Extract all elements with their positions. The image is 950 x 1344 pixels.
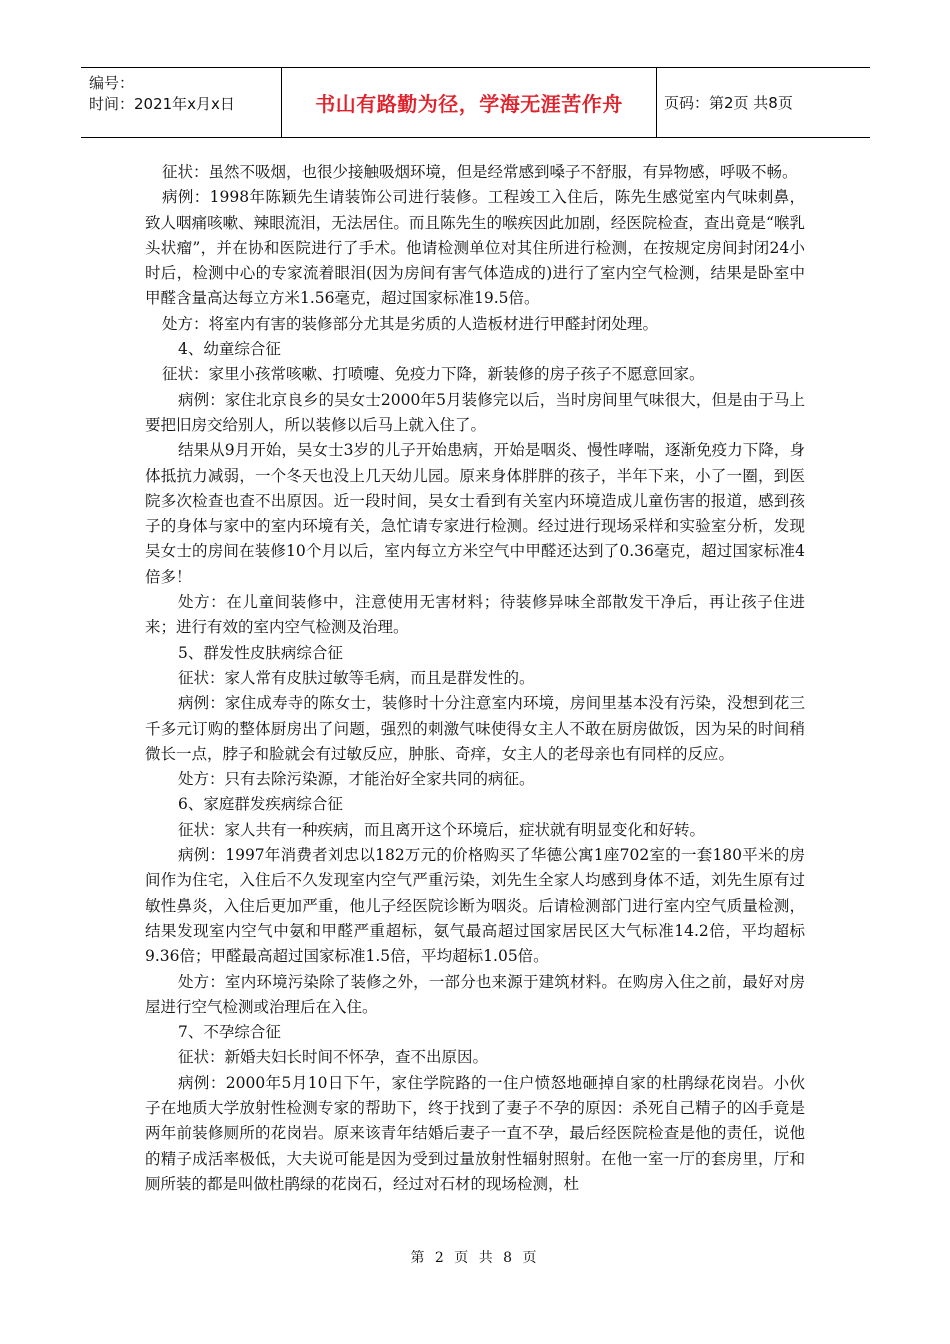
body-paragraph: 处方：只有去除污染源，才能治好全家共同的病征。 xyxy=(178,770,535,789)
body-paragraph: 征状：家里小孩常咳嗽、打喷嚏、免疫力下降，新装修的房子孩子不愿意回家。 xyxy=(162,365,705,384)
body-paragraph: 征状：家人共有一种疾病，而且离开这个环境后，症状就有明显变化和好转。 xyxy=(178,820,706,839)
body-paragraph: 征状：虽然不吸烟，也很少接触吸烟环境，但是经常感到嗓子不舒服，有异物感，呼吸不畅。 xyxy=(162,163,798,181)
body-paragraph: 4、幼童综合征 xyxy=(178,340,281,359)
body-paragraph: 5、群发性皮肤病综合征 xyxy=(178,643,343,662)
page-footer: 第 2 页 共 8 页 xyxy=(410,1250,540,1266)
body-paragraph: 7、不孕综合征 xyxy=(178,1023,281,1042)
document-body xyxy=(145,160,805,1197)
header-page-info: 页码：第2页 共8页 xyxy=(664,94,793,112)
body-paragraph: 处方：在儿童间装修中，注意使用无害材料；待装修异味全部散发干净后，再让孩子住进来；进行有效的室内空气检测及治理。 xyxy=(145,593,805,637)
body-paragraph: 结果从9月开始，吴女士3岁的儿子开始患病，开始是咽炎、慢性哮喘，逐渐免疫力下降，身体抵抗力减弱，一个冬天也没上几天幼儿园。原来身体胖胖的孩子，半年下来，小了一圈，到医院多次检查也查不出原因。近一段时间，吴女士看到有关室内环境造成儿童伤害的报道，感到孩子的身体与家中的室内环境有关，急忙请专家进行检测。经过进行现场采样和实验室分析，发现吴女士的房间在装修10个月以后，室内每立方米空气中甲醛还达到了0.36毫克，超过国家标准4倍多！ xyxy=(145,441,805,586)
document-number-label: 编号： xyxy=(89,74,135,92)
body-paragraph: 病例：2000年5月10日下午，家住学院路的一住户愤怒地砸掉自家的杜鹃绿花岗岩。小伙子在地质大学放射性检测专家的帮助下，终于找到了妻子不孕的原因：杀死自己精子的凶手竟是两年前装修厕所的花岗岩。原来该青年结婚后妻子一直不孕，最后经医院检查是他的责任，说他的精子成活率极低，大夫说可能是因为受到过量放射性辐射照射。在他一室一厅的套房里，厅和厕所装的都是叫做杜鹃绿的花岗石，经过对石材的现场检测，杜 xyxy=(145,1073,805,1193)
body-paragraph: 处方：将室内有害的装修部分尤其是劣质的人造板材进行甲醛封闭处理。 xyxy=(162,314,659,333)
body-paragraph: 6、家庭群发疾病综合征 xyxy=(178,795,343,814)
body-paragraph: 病例：1997年消费者刘忠以182万元的价格购买了华德公寓1座702室的一套180平米的房间作为住宅，入住后不久发现室内空气严重污染，刘先生全家人均感到身体不适，刘先生原有过敏性鼻炎，入住后更加严重，他儿子经医院诊断为咽炎。后请检测部门进行室内空气质量检测，结果发现室内空气中氨和甲醛严重超标，氨气最高超过国家居民区大气标准14.2倍，平均超标9.36倍；甲醛最高超过国家标准1.5倍，平均超标1.05倍。 xyxy=(145,846,805,966)
body-paragraph: 病例：家住北京良乡的吴女士2000年5月装修完以后，当时房间里气味很大，但是由于马上要把旧房交给别人，所以装修以后马上就入住了。 xyxy=(145,390,805,434)
page-header xyxy=(81,67,870,138)
header-meta xyxy=(81,68,281,137)
header-motto: 书山有路勤为径，学海无涯苦作舟 xyxy=(315,92,623,116)
header-divider xyxy=(656,68,657,137)
body-paragraph: 病例：家住成寿寺的陈女士，装修时十分注意室内环境，房间里基本没有污染，没想到花三千多元订购的整体厨房出了问题，强烈的刺激气味使得女主人不敢在厨房做饭，因为呆的时间稍微长一点，脖子和脸就会有过敏反应，肿胀、奇痒，女主人的老母亲也有同样的反应。 xyxy=(145,694,805,763)
body-paragraph: 征状：家人常有皮肤过敏等毛病，而且是群发性的。 xyxy=(178,668,535,687)
body-paragraph: 病例：1998年陈颖先生请装饰公司进行装修。工程竣工入住后，陈先生感觉室内气味刺鼻，致人咽痛咳嗽、辣眼流泪，无法居住。而且陈先生的喉疾因此加剧，经医院检查，查出竟是“喉乳头状瘤”，并在协和医院进行了手术。他请检测单位对其住所进行检测，在按规定房间封闭24小时后，检测中心的专家流着眼泪(因为房间有害气体造成的)进行了室内空气检测，结果是卧室中甲醛含量高达每立方米1.56毫克，超过国家标准19.5倍。 xyxy=(145,188,805,308)
document-date: 时间：2021年x月x日 xyxy=(89,95,235,113)
body-paragraph: 征状：新婚夫妇长时间不怀孕，查不出原因。 xyxy=(178,1048,489,1067)
body-paragraph: 处方：室内环境污染除了装修之外，一部分也来源于建筑材料。在购房入住之前，最好对房屋进行空气检测或治理后在入住。 xyxy=(145,972,805,1016)
